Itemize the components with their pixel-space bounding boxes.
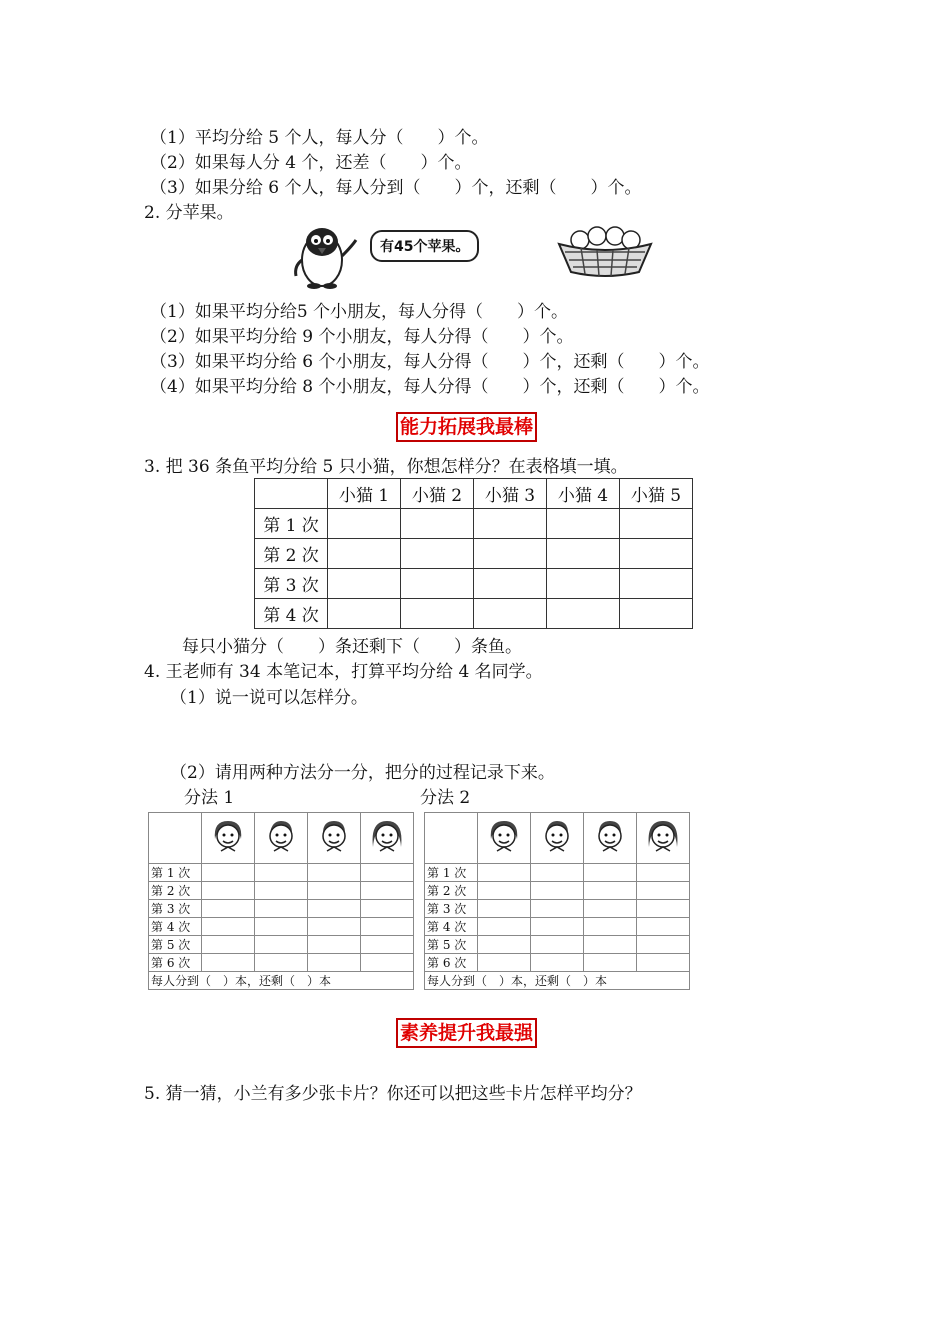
method-row-label: 第 1 次: [149, 864, 202, 882]
answer-cell[interactable]: [547, 509, 620, 539]
answer-cell[interactable]: [531, 936, 584, 954]
answer-cell[interactable]: [361, 900, 414, 918]
answer-cell[interactable]: [637, 918, 690, 936]
answer-cell[interactable]: [308, 864, 361, 882]
answer-cell[interactable]: [255, 954, 308, 972]
method-row: [149, 918, 414, 936]
answer-cell[interactable]: [255, 936, 308, 954]
answer-cell[interactable]: [531, 954, 584, 972]
answer-cell[interactable]: [328, 599, 401, 629]
method-row: [425, 918, 690, 936]
answer-cell[interactable]: [531, 882, 584, 900]
answer-cell[interactable]: [401, 539, 474, 569]
q3-row: [255, 599, 693, 629]
answer-cell[interactable]: [478, 918, 531, 936]
method-row: [149, 954, 414, 972]
answer-cell[interactable]: [328, 509, 401, 539]
answer-cell[interactable]: [202, 918, 255, 936]
method-row-label: 第 6 次: [425, 954, 478, 972]
q3-row-label: 第 3 次: [255, 569, 328, 599]
answer-cell[interactable]: [531, 900, 584, 918]
q3-title: 3. 把 36 条鱼平均分给 5 只小猫，你想怎样分？在表格填一填。: [144, 457, 628, 477]
faces-row: [149, 813, 414, 864]
q2-item-2: （2）如果平均分给 9 个小朋友，每人分得（ ）个。: [150, 327, 574, 347]
answer-cell[interactable]: [478, 882, 531, 900]
answer-cell[interactable]: [620, 539, 693, 569]
student-avatar: [361, 813, 414, 864]
answer-cell[interactable]: [584, 918, 637, 936]
method-row: [149, 882, 414, 900]
answer-cell[interactable]: [620, 509, 693, 539]
method-row: [149, 936, 414, 954]
q3-header-cell: 小猫 5: [620, 479, 693, 509]
answer-cell[interactable]: [361, 864, 414, 882]
q3-header-cell: [255, 479, 328, 509]
answer-cell[interactable]: [474, 569, 547, 599]
q3-header-row: [255, 479, 693, 509]
student-avatar: [255, 813, 308, 864]
student-avatar: [531, 813, 584, 864]
answer-cell[interactable]: [202, 900, 255, 918]
answer-cell[interactable]: [584, 900, 637, 918]
corner-cell: [425, 813, 478, 864]
q4-sub1: （1）说一说可以怎样分。: [170, 688, 368, 708]
answer-cell[interactable]: [328, 539, 401, 569]
section-banner-ability: 能力拓展我最棒: [396, 412, 537, 442]
method-row-label: 第 6 次: [149, 954, 202, 972]
method-footer: 每人分到（ ）本，还剩（ ）本: [425, 972, 690, 990]
q4-sub2: （2）请用两种方法分一分，把分的过程记录下来。: [170, 763, 555, 783]
answer-cell[interactable]: [255, 918, 308, 936]
method-row-label: 第 2 次: [425, 882, 478, 900]
q3-row: [255, 539, 693, 569]
answer-cell[interactable]: [308, 918, 361, 936]
student-avatar: [202, 813, 255, 864]
answer-cell[interactable]: [637, 864, 690, 882]
method-row-label: 第 4 次: [149, 918, 202, 936]
method-row: [425, 954, 690, 972]
method-row: [425, 936, 690, 954]
answer-cell[interactable]: [308, 954, 361, 972]
method-row-label: 第 1 次: [425, 864, 478, 882]
method1-label: 分法 1: [184, 788, 235, 808]
method-row: [149, 900, 414, 918]
q3-cat-table: [254, 478, 693, 629]
answer-cell[interactable]: [478, 864, 531, 882]
answer-cell[interactable]: [478, 900, 531, 918]
method-row-label: 第 5 次: [149, 936, 202, 954]
answer-cell[interactable]: [401, 509, 474, 539]
q3-header-cell: 小猫 3: [474, 479, 547, 509]
method-row-label: 第 4 次: [425, 918, 478, 936]
method-row-label: 第 3 次: [425, 900, 478, 918]
method-2-table: [424, 812, 690, 990]
answer-cell[interactable]: [584, 882, 637, 900]
method2-label: 分法 2: [420, 788, 471, 808]
q2-item-1: （1）如果平均分给5 个小朋友，每人分得（ ）个。: [150, 302, 569, 322]
section-banner-literacy: 素养提升我最强: [396, 1018, 537, 1048]
q3-header-cell: 小猫 2: [401, 479, 474, 509]
answer-cell[interactable]: [478, 954, 531, 972]
answer-cell[interactable]: [202, 936, 255, 954]
answer-cell[interactable]: [474, 539, 547, 569]
answer-cell[interactable]: [584, 954, 637, 972]
answer-cell[interactable]: [308, 936, 361, 954]
q1-item-1: （1）平均分给 5 个人，每人分（ ）个。: [150, 128, 489, 148]
answer-cell[interactable]: [361, 936, 414, 954]
q3-row: [255, 509, 693, 539]
method-footer-row: [425, 972, 690, 990]
answer-cell[interactable]: [255, 882, 308, 900]
q1-item-2: （2）如果每人分 4 个，还差（ ）个。: [150, 153, 472, 173]
answer-cell[interactable]: [361, 918, 414, 936]
answer-cell[interactable]: [637, 954, 690, 972]
corner-cell: [149, 813, 202, 864]
answer-cell[interactable]: [361, 882, 414, 900]
answer-cell[interactable]: [474, 509, 547, 539]
q3-row-label: 第 2 次: [255, 539, 328, 569]
q3-header-cell: 小猫 4: [547, 479, 620, 509]
q3-row: [255, 569, 693, 599]
answer-cell[interactable]: [328, 569, 401, 599]
answer-cell[interactable]: [202, 882, 255, 900]
q3-summary: 每只小猫分（ ）条还剩下（ ）条鱼。: [182, 637, 522, 657]
answer-cell[interactable]: [531, 918, 584, 936]
student-avatar: [308, 813, 361, 864]
answer-cell[interactable]: [474, 599, 547, 629]
method-row-label: 第 5 次: [425, 936, 478, 954]
answer-cell[interactable]: [584, 936, 637, 954]
answer-cell[interactable]: [478, 936, 531, 954]
method-row: [425, 864, 690, 882]
method-row-label: 第 3 次: [149, 900, 202, 918]
answer-cell[interactable]: [401, 599, 474, 629]
penguin-illustration: [290, 220, 370, 290]
answer-cell[interactable]: [361, 954, 414, 972]
q4-title: 4. 王老师有 34 本笔记本，打算平均分给 4 名同学。: [144, 662, 543, 682]
answer-cell[interactable]: [584, 864, 637, 882]
answer-cell[interactable]: [308, 882, 361, 900]
q2-item-4: （4）如果平均分给 8 个小朋友，每人分得（ ）个，还剩（ ）个。: [150, 377, 710, 397]
answer-cell[interactable]: [547, 599, 620, 629]
student-avatar: [584, 813, 637, 864]
method-row: [425, 900, 690, 918]
q1-item-3: （3）如果分给 6 个人，每人分到（ ）个，还剩（ ）个。: [150, 178, 642, 198]
q5-title: 5. 猜一猜，小兰有多少张卡片？你还可以把这些卡片怎样平均分？: [144, 1084, 642, 1104]
apple-basket-illustration: [555, 222, 655, 278]
method-footer: 每人分到（ ）本，还剩（ ）本: [149, 972, 414, 990]
answer-cell[interactable]: [531, 864, 584, 882]
answer-cell[interactable]: [637, 936, 690, 954]
q3-header-cell: 小猫 1: [328, 479, 401, 509]
answer-cell[interactable]: [255, 900, 308, 918]
speech-bubble: 有45个苹果。: [370, 230, 479, 262]
method-row: [149, 864, 414, 882]
q3-row-label: 第 1 次: [255, 509, 328, 539]
faces-row: [425, 813, 690, 864]
answer-cell[interactable]: [547, 569, 620, 599]
method-footer-row: [149, 972, 414, 990]
answer-cell[interactable]: [620, 569, 693, 599]
answer-cell[interactable]: [202, 864, 255, 882]
answer-cell[interactable]: [620, 599, 693, 629]
q3-row-label: 第 4 次: [255, 599, 328, 629]
answer-cell[interactable]: [255, 864, 308, 882]
answer-cell[interactable]: [202, 954, 255, 972]
q2-item-3: （3）如果平均分给 6 个小朋友，每人分得（ ）个，还剩（ ）个。: [150, 352, 710, 372]
answer-cell[interactable]: [401, 569, 474, 599]
student-avatar: [478, 813, 531, 864]
method-1-table: [148, 812, 414, 990]
answer-cell[interactable]: [637, 900, 690, 918]
answer-cell[interactable]: [308, 900, 361, 918]
q2-title: 2. 分苹果。: [144, 203, 234, 223]
answer-cell[interactable]: [547, 539, 620, 569]
answer-cell[interactable]: [637, 882, 690, 900]
student-avatar: [637, 813, 690, 864]
method-row-label: 第 2 次: [149, 882, 202, 900]
method-row: [425, 882, 690, 900]
